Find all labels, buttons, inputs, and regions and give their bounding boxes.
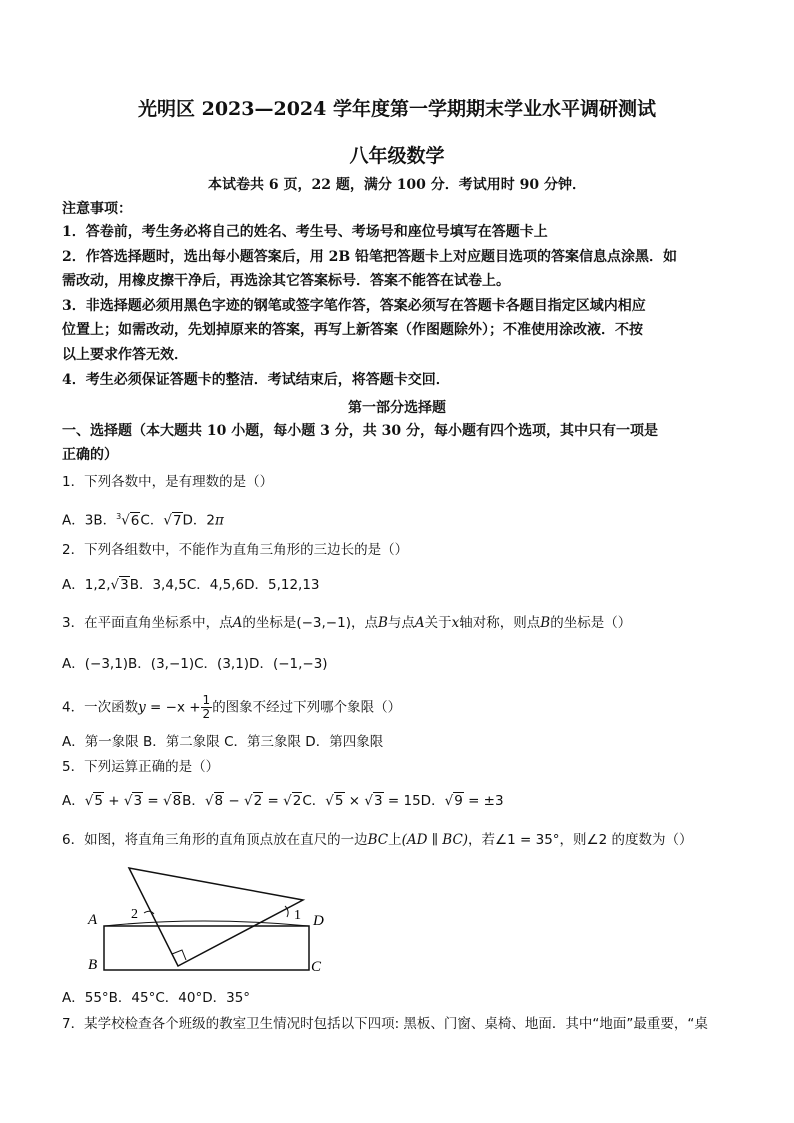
note-item: 以上要求作答无效． — [62, 347, 188, 363]
question-4-options: A．第一象限 B．第二象限 C．第三象限 D．第四象限 — [62, 734, 384, 750]
note-item: 4．考生必须保证答题卡的整洁．考试结束后，将答题卡交回． — [62, 372, 450, 388]
label-C: C — [311, 959, 322, 975]
note-item: 需改动，用橡皮擦干净后，再选涂其它答案标号．答案不能答在试卷上。 — [62, 273, 510, 289]
exam-info: 本试卷共 6 页，22 题，满分 100 分．考试用时 90 分钟． — [207, 177, 587, 193]
exam-subtitle: 八年级数学 — [349, 145, 445, 167]
note-item: 3．非选择题必须用黑色字迹的钢笔或签字笔作答，答案必须写在答题卡各题目指定区域内相应 — [62, 298, 646, 314]
ruler-shape — [104, 926, 309, 970]
label-A: A — [88, 912, 98, 928]
label-D: D — [313, 913, 324, 929]
label-B: B — [88, 957, 98, 973]
question-4-stem: 4．一次函数y = −x + $\frac{1}{2}$ 的图象不经过下列哪个象限（） — [62, 693, 402, 721]
question-6-options: A．55°B．45°C．40°D．35° — [62, 990, 251, 1006]
question-5-options: A．√5 + √3 = √8B．√8 − √2 = √2C．√5 × √3 = 15D．√9 = ±3 — [62, 793, 504, 809]
question-1-options: A．3B．$^3$√6C．√7D．2π — [62, 512, 224, 529]
section-instruction: 一、选择题（本大题共 10 小题，每小题 3 分，共 30 分，每小题有四个选项，其中只有一项是 — [62, 423, 658, 439]
note-item: 位置上；如需改动，先划掉原来的答案，再写上新答案（作图题除外）；不准使用涂改液．不按 — [62, 322, 643, 338]
question-2-options: A．1,2,√3B．3,4,5C．4,5,6D．5,12,13 — [62, 577, 320, 593]
question-2-stem: 2．下列各组数中，不能作为直角三角形的三边长的是（） — [62, 542, 409, 558]
question-7-stem: 7．某学校检查各个班级的教室卫生情况时包括以下四项: 黑板、门窗、桌椅、地面．其中“地面”最重要，“桌 — [62, 1016, 708, 1032]
section-instruction: 正确的） — [62, 447, 118, 463]
notes-heading: 注意事项： — [62, 201, 132, 217]
question-5-stem: 5．下列运算正确的是（） — [62, 759, 220, 775]
question-6-stem: 6．如图，将直角三角形的直角顶点放在直尺的一边BC上(AD ∥ BC)，若∠1 = 35°，则∠2 的度数为（） — [62, 832, 693, 848]
question-3-options: A．(−3,1)B．(3,−1)C．(3,1)D．(−1,−3) — [62, 656, 328, 672]
right-triangle-shape — [129, 868, 303, 966]
note-item: 2．作答选择题时，选出每小题答案后，用 2B 铅笔把答题卡上对应题目选项的答案信息点涂黑．如 — [62, 249, 678, 265]
label-angle-1: 1 — [294, 908, 301, 923]
question-1-stem: 1．下列各数中，是有理数的是（） — [62, 474, 274, 490]
label-angle-2: 2 — [131, 907, 138, 922]
exam-title: 光明区 2023—2024 学年度第一学期期末学业水平调研测试 — [138, 98, 656, 120]
part1-heading: 第一部分选择题 — [348, 400, 446, 416]
question-3-stem: 3．在平面直角坐标系中，点A的坐标是(−3,−1)，点B与点A关于x轴对称，则点B的坐标是（） — [62, 615, 632, 631]
note-item: 1．答卷前，考生务必将自己的姓名、考生号、考场号和座位号填写在答题卡上 — [62, 224, 548, 240]
question-6-figure — [82, 862, 332, 977]
